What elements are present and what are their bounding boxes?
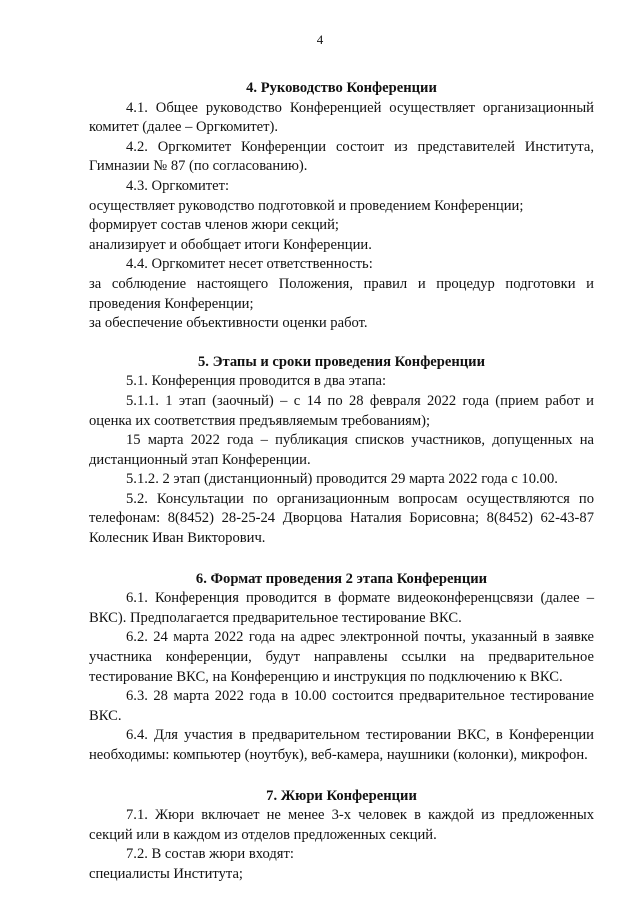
section-5-heading: 5. Этапы и сроки проведения Конференции (197, 353, 485, 370)
paragraph-7-2-item-1: специалисты Института; (89, 865, 243, 882)
paragraph-4-4-item-1: за соблюдение настоящего Положения, правил и процедур подготовки и проведения Конференции; (89, 275, 594, 312)
paragraph-5-1-1: 5.1.1. 1 этап (заочный) – с 14 по 28 февраля 2022 года (прием работ и оценка их соответствия предъявляемым требованиям); (89, 392, 594, 429)
section-4-heading: 4. Руководство Конференции (246, 80, 437, 96)
paragraph-6-3: 6.3. 28 марта 2022 года в 10.00 состоится предварительное тестирование ВКС. (89, 688, 594, 724)
section-7-heading: 7. Жюри Конференции (266, 787, 417, 804)
paragraph-7-2: 7.2. В состав жюри входят: (126, 846, 294, 863)
paragraph-6-4: 6.4. Для участия в предварительном тестировании ВКС, в Конференции необходимы: компьютер (ноутбук), веб-камера, наушники (колонки), микрофон. (89, 727, 594, 763)
paragraph-4-3: 4.3. Оргкомитет: (126, 177, 230, 194)
paragraph-4-3-item-3: анализирует и обобщает итоги Конференции. (89, 236, 372, 253)
paragraph-5-1-1-publication: 15 марта 2022 года – публикация списков участников, допущенных на дистанционный этап Конференции. (89, 432, 594, 468)
paragraph-7-1: 7.1. Жюри включает не менее 3-х человек в каждой из предложенных секций или в каждом из отделов предложенных секций. (89, 807, 594, 843)
paragraph-6-2: 6.2. 24 марта 2022 года на адрес электронной почты, указанный в заявке участника конференции, будут направлены ссылки на предварительное тестирование ВКС, на Конференцию и инструкция по подключению к ВКС. (89, 629, 594, 685)
paragraph-5-2: 5.2. Консультации по организационным вопросам осуществляются по телефонам: 8(8452) 28-25-24 Дворцова Наталия Борисовна; 8(8452) 62-43-87 Колесник Иван Викторович. (89, 490, 594, 547)
paragraph-5-1-2: 5.1.2. 2 этап (дистанционный) проводится 29 марта 2022 года с 10.00. (126, 471, 558, 488)
paragraph-5-1: 5.1. Конференция проводится в два этапа: (126, 373, 387, 390)
paragraph-4-2: 4.2. Оргкомитет Конференции состоит из представителей Института, Гимназии № 87 (по согласованию). (89, 138, 594, 175)
paragraph-4-1: 4.1. Общее руководство Конференцией осуществляет организационный комитет (далее – Оргкомитет). (89, 99, 594, 136)
document-body (89, 79, 594, 885)
section-6-heading: 6. Формат проведения 2 этапа Конференции (195, 570, 488, 587)
paragraph-6-1: 6.1. Конференция проводится в формате видеоконференцсвязи (далее – ВКС). Предполагается предварительное тестирование ВКС. (89, 590, 594, 626)
paragraph-4-4-item-2: за обеспечение объективности оценки работ. (89, 315, 368, 332)
page-number: 4 (316, 32, 324, 47)
paragraph-4-3-item-2: формирует состав членов жюри секций; (89, 217, 339, 234)
paragraph-4-3-item-1: осуществляет руководство подготовкой и проведением Конференции; (89, 197, 524, 214)
paragraph-4-4: 4.4. Оргкомитет несет ответственность: (126, 256, 373, 273)
